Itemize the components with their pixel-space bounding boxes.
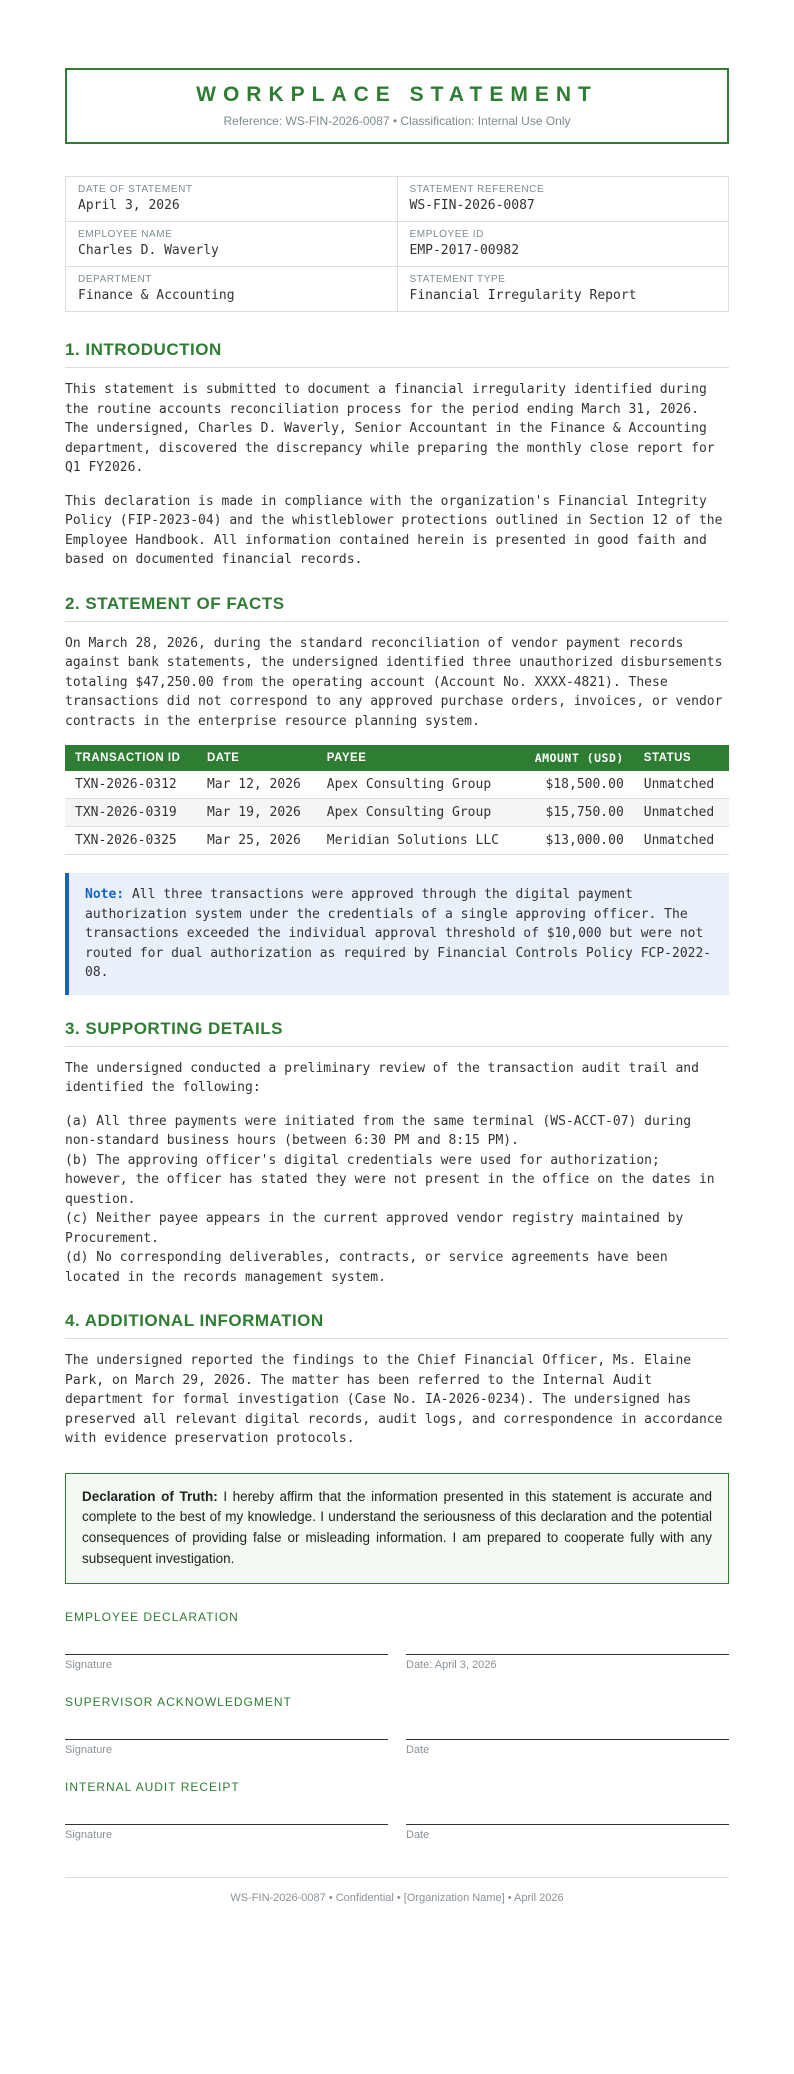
signature-line[interactable]: [65, 1824, 388, 1825]
signature-label: Signature: [65, 1744, 113, 1757]
cell-payee: Meridian Solutions LLC: [317, 827, 519, 855]
signature-block-internal-audit: [65, 1780, 729, 1841]
meta-value: April 3, 2026: [78, 198, 180, 213]
meta-cell-statement-type: [397, 267, 729, 312]
cell-date: Mar 19, 2026: [197, 799, 317, 827]
section-additional-information: [65, 1311, 729, 1449]
table-header-row: [65, 745, 729, 771]
note-text: All three transactions were approved through the digital payment authorization system under the credentials of a single approving officer. The transactions exceeded the individual approval threshold of $10,000 but were not routed for dual authorization as required by Financial Controls Policy FCP-2022-08.: [85, 887, 712, 980]
signature-line[interactable]: [65, 1739, 388, 1740]
document-subtitle: Reference: WS-FIN-2026-0087 • Classification: Internal Use Only: [223, 114, 571, 128]
meta-cell-employee-name: [66, 222, 398, 267]
declaration-text: I hereby affirm that the information presented in this statement is accurate and complete to the best of my knowledge. I understand the seriousness of this declaration and the potential consequences of providing false or misleading information. I am prepared to cooperate fully with any subsequent investigation.: [82, 1488, 712, 1567]
meta-value: EMP-2017-00982: [409, 243, 520, 258]
list-item: (d) No corresponding deliverables, contracts, or service agreements have been located in the records management system.: [65, 1250, 668, 1285]
meta-cell-department: [66, 267, 398, 312]
signature-field[interactable]: [65, 1824, 388, 1841]
cell-status: Unmatched: [634, 799, 729, 827]
section-introduction: [65, 340, 729, 570]
cell-payee: Apex Consulting Group: [317, 771, 519, 799]
date-line[interactable]: [406, 1654, 729, 1655]
signature-heading-employee: EMPLOYEE DECLARATION: [65, 1610, 239, 1625]
declaration-label: Declaration of Truth:: [82, 1488, 218, 1504]
date-label: Date: [406, 1744, 430, 1757]
table-row: [65, 771, 729, 799]
supporting-paragraph-1: The undersigned conducted a preliminary review of the transaction audit trail and identified the following:: [65, 1060, 699, 1095]
signature-label: Signature: [65, 1659, 113, 1672]
col-header-amount: AMOUNT (USD): [519, 745, 634, 771]
cell-transaction-id: TXN-2026-0319: [65, 799, 197, 827]
intro-paragraph-2: This declaration is made in compliance with the organization's Financial Integrity Policy (FIP-2023-04) and the whistleblower protections outlined in Section 12 of the Employee Handbook. All information contained herein is presented in good faith and based on documented financial records.: [65, 493, 723, 567]
date-label: Date: April 3, 2026: [406, 1659, 497, 1672]
col-header-status: STATUS: [634, 745, 729, 771]
supporting-list: [65, 1112, 729, 1288]
document-header: [65, 68, 729, 144]
facts-paragraph-1: On March 28, 2026, during the standard reconciliation of vendor payment records against bank statements, the undersigned identified three unauthorized disbursements totaling $47,250.00 from the operating account (Account No. XXXX-4821). These transactions did not correspond to any approved purchase orders, invoices, or vendor contracts in the enterprise resource planning system.: [65, 635, 723, 729]
cell-status: Unmatched: [634, 827, 729, 855]
table-row: [65, 827, 729, 855]
col-header-date: DATE: [197, 745, 317, 771]
section-heading-supporting: 3. SUPPORTING DETAILS: [65, 1019, 729, 1047]
section-statement-of-facts: [65, 594, 729, 995]
cell-date: Mar 12, 2026: [197, 771, 317, 799]
date-field[interactable]: [406, 1824, 729, 1841]
cell-status: Unmatched: [634, 771, 729, 799]
meta-value: Finance & Accounting: [78, 288, 235, 303]
date-field[interactable]: [406, 1654, 729, 1671]
document-footer: WS-FIN-2026-0087 • Confidential • [Organization Name] • April 2026: [65, 1877, 729, 1904]
list-item: (a) All three payments were initiated from the same terminal (WS-ACCT-07) during non-standard business hours (between 6:30 PM and 8:15 PM).: [65, 1113, 692, 1148]
meta-label: DATE OF STATEMENT: [78, 184, 193, 195]
signature-heading-supervisor: SUPERVISOR ACKNOWLEDGMENT: [65, 1695, 292, 1710]
signature-row: [65, 1739, 729, 1756]
col-header-payee: PAYEE: [317, 745, 519, 771]
additional-paragraph-1: The undersigned reported the findings to the Chief Financial Officer, Ms. Elaine Park, on March 29, 2026. The matter has been referred to the Internal Audit department for formal investigation (Case No. IA-2026-0234). The undersigned has preserved all relevant digital records, audit logs, and correspondence in accordance with evidence preservation protocols.: [65, 1353, 723, 1446]
signature-block-supervisor: [65, 1695, 729, 1756]
meta-cell-statement-reference: [397, 177, 729, 222]
cell-amount: $18,500.00: [519, 771, 634, 799]
date-label: Date: [406, 1829, 430, 1842]
signature-row: [65, 1654, 729, 1671]
transaction-table: [65, 745, 729, 855]
declaration-of-truth-box: [65, 1473, 729, 1585]
section-heading-additional: 4. ADDITIONAL INFORMATION: [65, 1311, 729, 1339]
date-line[interactable]: [406, 1824, 729, 1825]
meta-cell-date-of-statement: [66, 177, 398, 222]
list-item: (c) Neither payee appears in the current approved vendor registry maintained by Procurement.: [65, 1211, 684, 1246]
meta-value: Charles D. Waverly: [78, 243, 219, 258]
date-field[interactable]: [406, 1739, 729, 1756]
cell-date: Mar 25, 2026: [197, 827, 317, 855]
signature-row: [65, 1824, 729, 1841]
meta-label: STATEMENT TYPE: [409, 274, 506, 285]
section-heading-introduction: 1. INTRODUCTION: [65, 340, 729, 368]
meta-label: STATEMENT REFERENCE: [409, 184, 545, 195]
cell-amount: $15,750.00: [519, 799, 634, 827]
signature-heading-internal-audit: INTERNAL AUDIT RECEIPT: [65, 1780, 240, 1795]
signature-line[interactable]: [65, 1654, 388, 1655]
signature-field[interactable]: [65, 1654, 388, 1671]
note-label: Note:: [85, 887, 125, 902]
meta-cell-employee-id: [397, 222, 729, 267]
signature-field[interactable]: [65, 1739, 388, 1756]
signature-label: Signature: [65, 1829, 113, 1842]
page-title: WORKPLACE STATEMENT: [196, 83, 598, 106]
table-row: [66, 267, 729, 312]
meta-label: EMPLOYEE NAME: [78, 229, 173, 240]
list-item: (b) The approving officer's digital credentials were used for authorization; however, the officer has stated they were not present in the office on the dates in question.: [65, 1152, 715, 1207]
meta-value: Financial Irregularity Report: [409, 288, 637, 303]
note-callout: [65, 873, 729, 995]
date-line[interactable]: [406, 1739, 729, 1740]
table-row: [65, 799, 729, 827]
section-supporting-details: [65, 1019, 729, 1288]
col-header-transaction-id: TRANSACTION ID: [65, 745, 197, 771]
meta-value: WS-FIN-2026-0087: [409, 198, 535, 213]
intro-paragraph-1: This statement is submitted to document a financial irregularity identified during the routine accounts reconciliation process for the period ending March 31, 2026. The undersigned, Charles D. Waverly, Senior Accountant in the Finance & Accounting department, discovered the discrepancy while preparing the monthly close report for Q1 FY2026.: [65, 382, 715, 475]
meta-label: EMPLOYEE ID: [409, 229, 484, 240]
metadata-table: [65, 176, 729, 312]
table-row: [66, 177, 729, 222]
section-heading-facts: 2. STATEMENT OF FACTS: [65, 594, 729, 622]
cell-amount: $13,000.00: [519, 827, 634, 855]
cell-payee: Apex Consulting Group: [317, 799, 519, 827]
cell-transaction-id: TXN-2026-0325: [65, 827, 197, 855]
meta-label: DEPARTMENT: [78, 274, 152, 285]
table-row: [66, 222, 729, 267]
signature-block-employee: [65, 1610, 729, 1671]
cell-transaction-id: TXN-2026-0312: [65, 771, 197, 799]
